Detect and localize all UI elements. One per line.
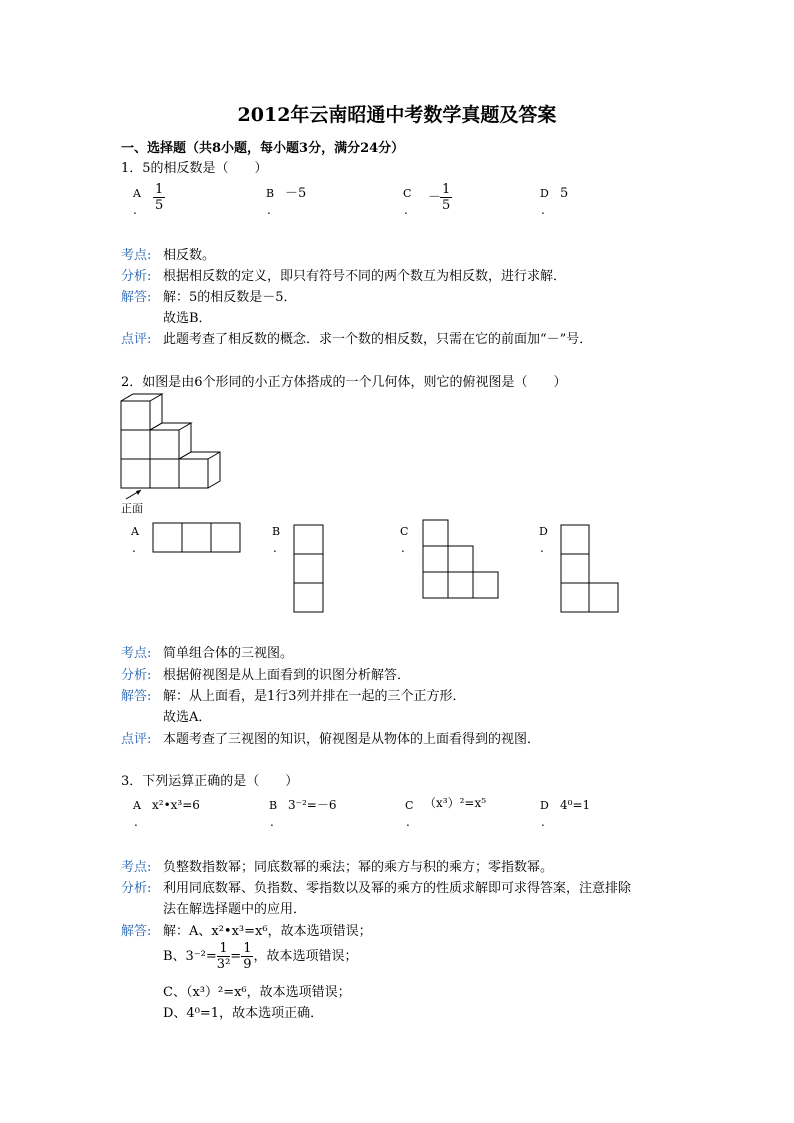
- q3-jieda-b: [163, 942, 357, 972]
- q2-option-a-letter: A: [131, 525, 139, 538]
- q2-option-c-letter: C: [400, 525, 409, 538]
- q1-jieda-line1: 解：5的相反数是－5．: [163, 290, 297, 305]
- q2-kaodian-text: 简单组合体的三视图。: [163, 646, 294, 661]
- q1-option-c-sign: －: [428, 190, 442, 205]
- q2-c-square-2: [423, 546, 448, 572]
- q2-d-square-1: [561, 525, 589, 554]
- q2-stem: 2．如图是由6个形同的小正方体搭成的一个几何体，则它的俯视图是（ ）: [121, 375, 567, 390]
- q1-option-c-letter: C: [403, 187, 412, 200]
- q1-fenxi-label: 分析:: [121, 269, 152, 284]
- q2-b-square-2: [294, 554, 323, 583]
- q3-option-c-text: （x³）²=x⁵: [424, 796, 487, 810]
- q3-option-d-letter: D: [540, 799, 549, 812]
- q1-option-c-dot: .: [404, 203, 408, 217]
- q1-a-denominator: 5: [155, 198, 164, 213]
- front-label: 正面: [121, 502, 143, 515]
- q3-option-d-dot: .: [541, 815, 545, 829]
- q3-kaodian-label: 考点:: [121, 860, 152, 875]
- q3-jieda-b-suffix: ，故本选项错误；: [253, 949, 358, 965]
- q2-a-square-3: [211, 523, 240, 552]
- q1-jieda-label: 解答:: [121, 290, 152, 305]
- q3-option-d-text: 4⁰=1: [560, 798, 591, 812]
- q2-dianping-text: 本题考查了三视图的知识，俯视图是从物体的上面看得到的视图．: [163, 732, 541, 747]
- q3-option-c-letter: C: [405, 799, 414, 812]
- q3-b-frac2-denominator: 9: [243, 957, 252, 972]
- q1-dianping-label: 点评:: [121, 332, 152, 347]
- q3-option-a-text: x²•x³=6: [152, 798, 200, 812]
- q3-option-c-dot: .: [406, 815, 410, 829]
- q3-stem: 3．下列运算正确的是（ ）: [121, 774, 299, 789]
- q3-b-frac1-numerator: 1: [217, 942, 230, 957]
- q2-kaodian-label: 考点:: [121, 646, 152, 661]
- q2-d-square-3: [561, 583, 589, 612]
- q3-option-a-letter: A: [133, 799, 141, 812]
- q3-fenxi-line2: 法在解选择题中的应用．: [163, 902, 307, 917]
- q2-c-square-3: [448, 546, 473, 572]
- q1-kaodian-text: 相反数。: [163, 248, 216, 263]
- q2-dianping-label: 点评:: [121, 732, 152, 747]
- q2-jieda-label: 解答:: [121, 689, 152, 704]
- page-title: 2012年云南昭通中考数学真题及答案: [237, 104, 557, 126]
- q2-jieda-line2: 故选A．: [163, 710, 212, 725]
- q3-jieda-c: C、（x³）²=x⁶，故本选项错误；: [163, 985, 351, 1000]
- q3-option-b-text: 3⁻²=－6: [288, 798, 337, 812]
- q3-jieda-b-prefix: B、3⁻²=: [163, 949, 217, 965]
- q3-option-a-dot: .: [134, 815, 138, 829]
- q2-c-square-4: [423, 572, 448, 598]
- q3-fenxi-line1: 利用同底数幂、负指数、零指数以及幂的乘方的性质求解即可求得答案，注意排除: [163, 881, 632, 896]
- q2-d-square-4: [589, 583, 618, 612]
- q1-c-numerator: 1: [442, 182, 451, 197]
- q1-option-b-text: －5: [285, 186, 307, 201]
- q2-option-d-dot: .: [540, 541, 544, 555]
- q3-kaodian-text: 负整数指数幂；同底数幂的乘法；幂的乘方与积的乘方；零指数幂。: [163, 860, 554, 875]
- section-heading: 一、选择题（共8小题，每小题3分，满分24分）: [121, 141, 405, 156]
- q2-b-square-3: [294, 583, 323, 612]
- q2-b-square-1: [294, 525, 323, 554]
- q2-c-square-6: [473, 572, 498, 598]
- q1-jieda-line2: 故选B．: [163, 311, 212, 326]
- q1-option-b-letter: B: [266, 187, 275, 200]
- q1-fenxi-text: 根据相反数的定义，即只有符号不同的两个数互为相反数，进行求解．: [163, 269, 567, 284]
- q2-a-square-2: [182, 523, 211, 552]
- q1-a-numerator: 1: [155, 182, 164, 197]
- q3-b-frac2-numerator: 1: [243, 941, 252, 956]
- q1-option-b-dot: .: [267, 203, 271, 217]
- q3-option-b-dot: .: [270, 815, 274, 829]
- q2-option-b-letter: B: [272, 525, 281, 538]
- q1-kaodian-label: 考点:: [121, 248, 152, 263]
- q2-d-square-2: [561, 554, 589, 583]
- q2-option-c-dot: .: [401, 541, 405, 555]
- q2-c-square-1: [423, 520, 448, 546]
- q1-option-d-letter: D: [540, 187, 549, 200]
- q2-c-square-5: [448, 572, 473, 598]
- q1-c-denominator: 5: [442, 198, 451, 213]
- q3-fenxi-label: 分析:: [121, 881, 152, 896]
- q1-option-d-text: 5: [560, 186, 569, 201]
- q1-stem: 1．5的相反数是（ ）: [121, 161, 268, 176]
- q3-jieda-b-equals: =: [230, 949, 242, 965]
- q2-fenxi-label: 分析:: [121, 668, 152, 683]
- q3-jieda-label: 解答:: [121, 924, 152, 939]
- q1-option-a-letter: A: [133, 187, 141, 200]
- q3-option-b-letter: B: [269, 799, 278, 812]
- q2-option-d-letter: D: [539, 525, 548, 538]
- q2-jieda-line1: 解：从上面看，是1行3列并排在一起的三个正方形．: [163, 689, 466, 704]
- q3-jieda-a: 解：A、x²•x³=x⁶，故本选项错误；: [163, 924, 372, 939]
- q1-option-a-dot: .: [133, 203, 137, 217]
- q1-option-d-dot: .: [541, 203, 545, 217]
- q1-dianping-text: 此题考查了相反数的概念．求一个数的相反数，只需在它的前面加“－”号．: [163, 332, 593, 347]
- q2-a-square-1: [153, 523, 182, 552]
- q3-jieda-d: D、4⁰=1，故本选项正确．: [163, 1006, 324, 1021]
- q2-option-b-dot: .: [273, 541, 277, 555]
- q2-fenxi-text: 根据俯视图是从上面看到的识图分析解答．: [163, 668, 411, 683]
- q3-b-frac1-denominator: 3²: [216, 957, 231, 972]
- q2-option-a-dot: .: [132, 541, 136, 555]
